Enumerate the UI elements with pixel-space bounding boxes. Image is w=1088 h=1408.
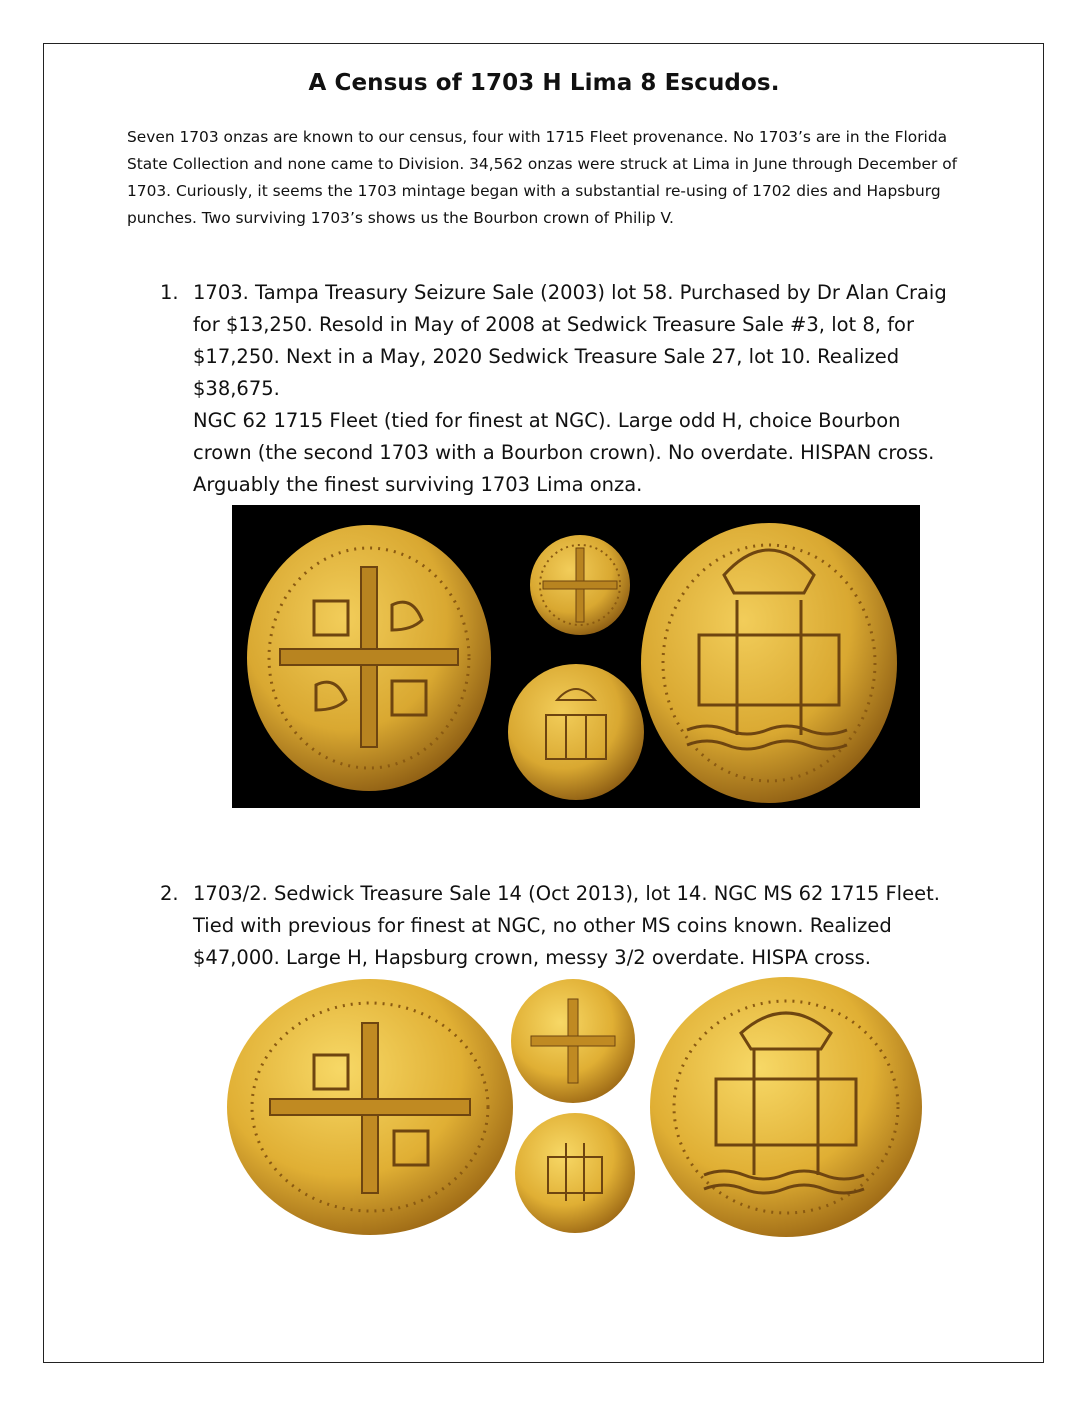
entry-description: NGC 62 1715 Fleet (tied for finest at NGC). Large odd H, choice Bourbon crown (the second 1703 with a Bourbon crown). No overdate. HISPAN cross. Arguably the finest surviving 1703 Lima onza. [193, 409, 935, 496]
entry-provenance: 1703/2. Sedwick Treasure Sale 14 (Oct 2013), lot 14. NGC MS 62 1715 Fleet. Tied with previous for finest at NGC, no other MS coins known. Realized $47,000. Large H, Hapsburg crown, messy 3/2 overdate. HISPA cross. [193, 882, 940, 969]
coin-reverse-small [515, 1113, 635, 1233]
coin-photo-2 [226, 975, 926, 1237]
page-title: A Census of 1703 H Lima 8 Escudos. [308, 70, 780, 96]
entry-provenance: 1703. Tampa Treasury Seizure Sale (2003) lot 58. Purchased by Dr Alan Craig for $13,250. Resold in May of 2008 at Sedwick Treasure Sale #3, lot 8, for $17,250. Next in a May, 2020 Sedwick Treasure Sale 27, lot 10. Realized $38,675. [193, 281, 947, 400]
coin-photo-1 [232, 505, 920, 808]
entry-number: 2. [160, 882, 179, 905]
gold-coin-photo-icon [232, 505, 920, 808]
coin-obverse-large [247, 525, 491, 791]
coin-reverse-large [650, 977, 922, 1237]
coin-reverse-small [508, 664, 644, 800]
intro-paragraph: Seven 1703 onzas are known to our census, four with 1715 Fleet provenance. No 1703’s are in the Florida State Collection and none came to Division. 34,562 onzas were struck at Lima in June through December of 1703. Curiously, it seems the 1703 mintage began with a substantial re-using of 1702 dies and Hapsburg punches. Two surviving 1703’s shows us the Bourbon crown of Philip V. [127, 128, 958, 227]
coin-obverse-small [511, 979, 635, 1103]
coin-obverse-small [530, 535, 630, 635]
census-entry-2 [160, 878, 960, 974]
coin-reverse-large [641, 523, 897, 803]
coin-obverse-large [227, 979, 513, 1235]
entry-number: 1. [160, 281, 179, 304]
gold-coin-photo-icon [226, 975, 926, 1237]
census-entry-1 [160, 277, 960, 501]
